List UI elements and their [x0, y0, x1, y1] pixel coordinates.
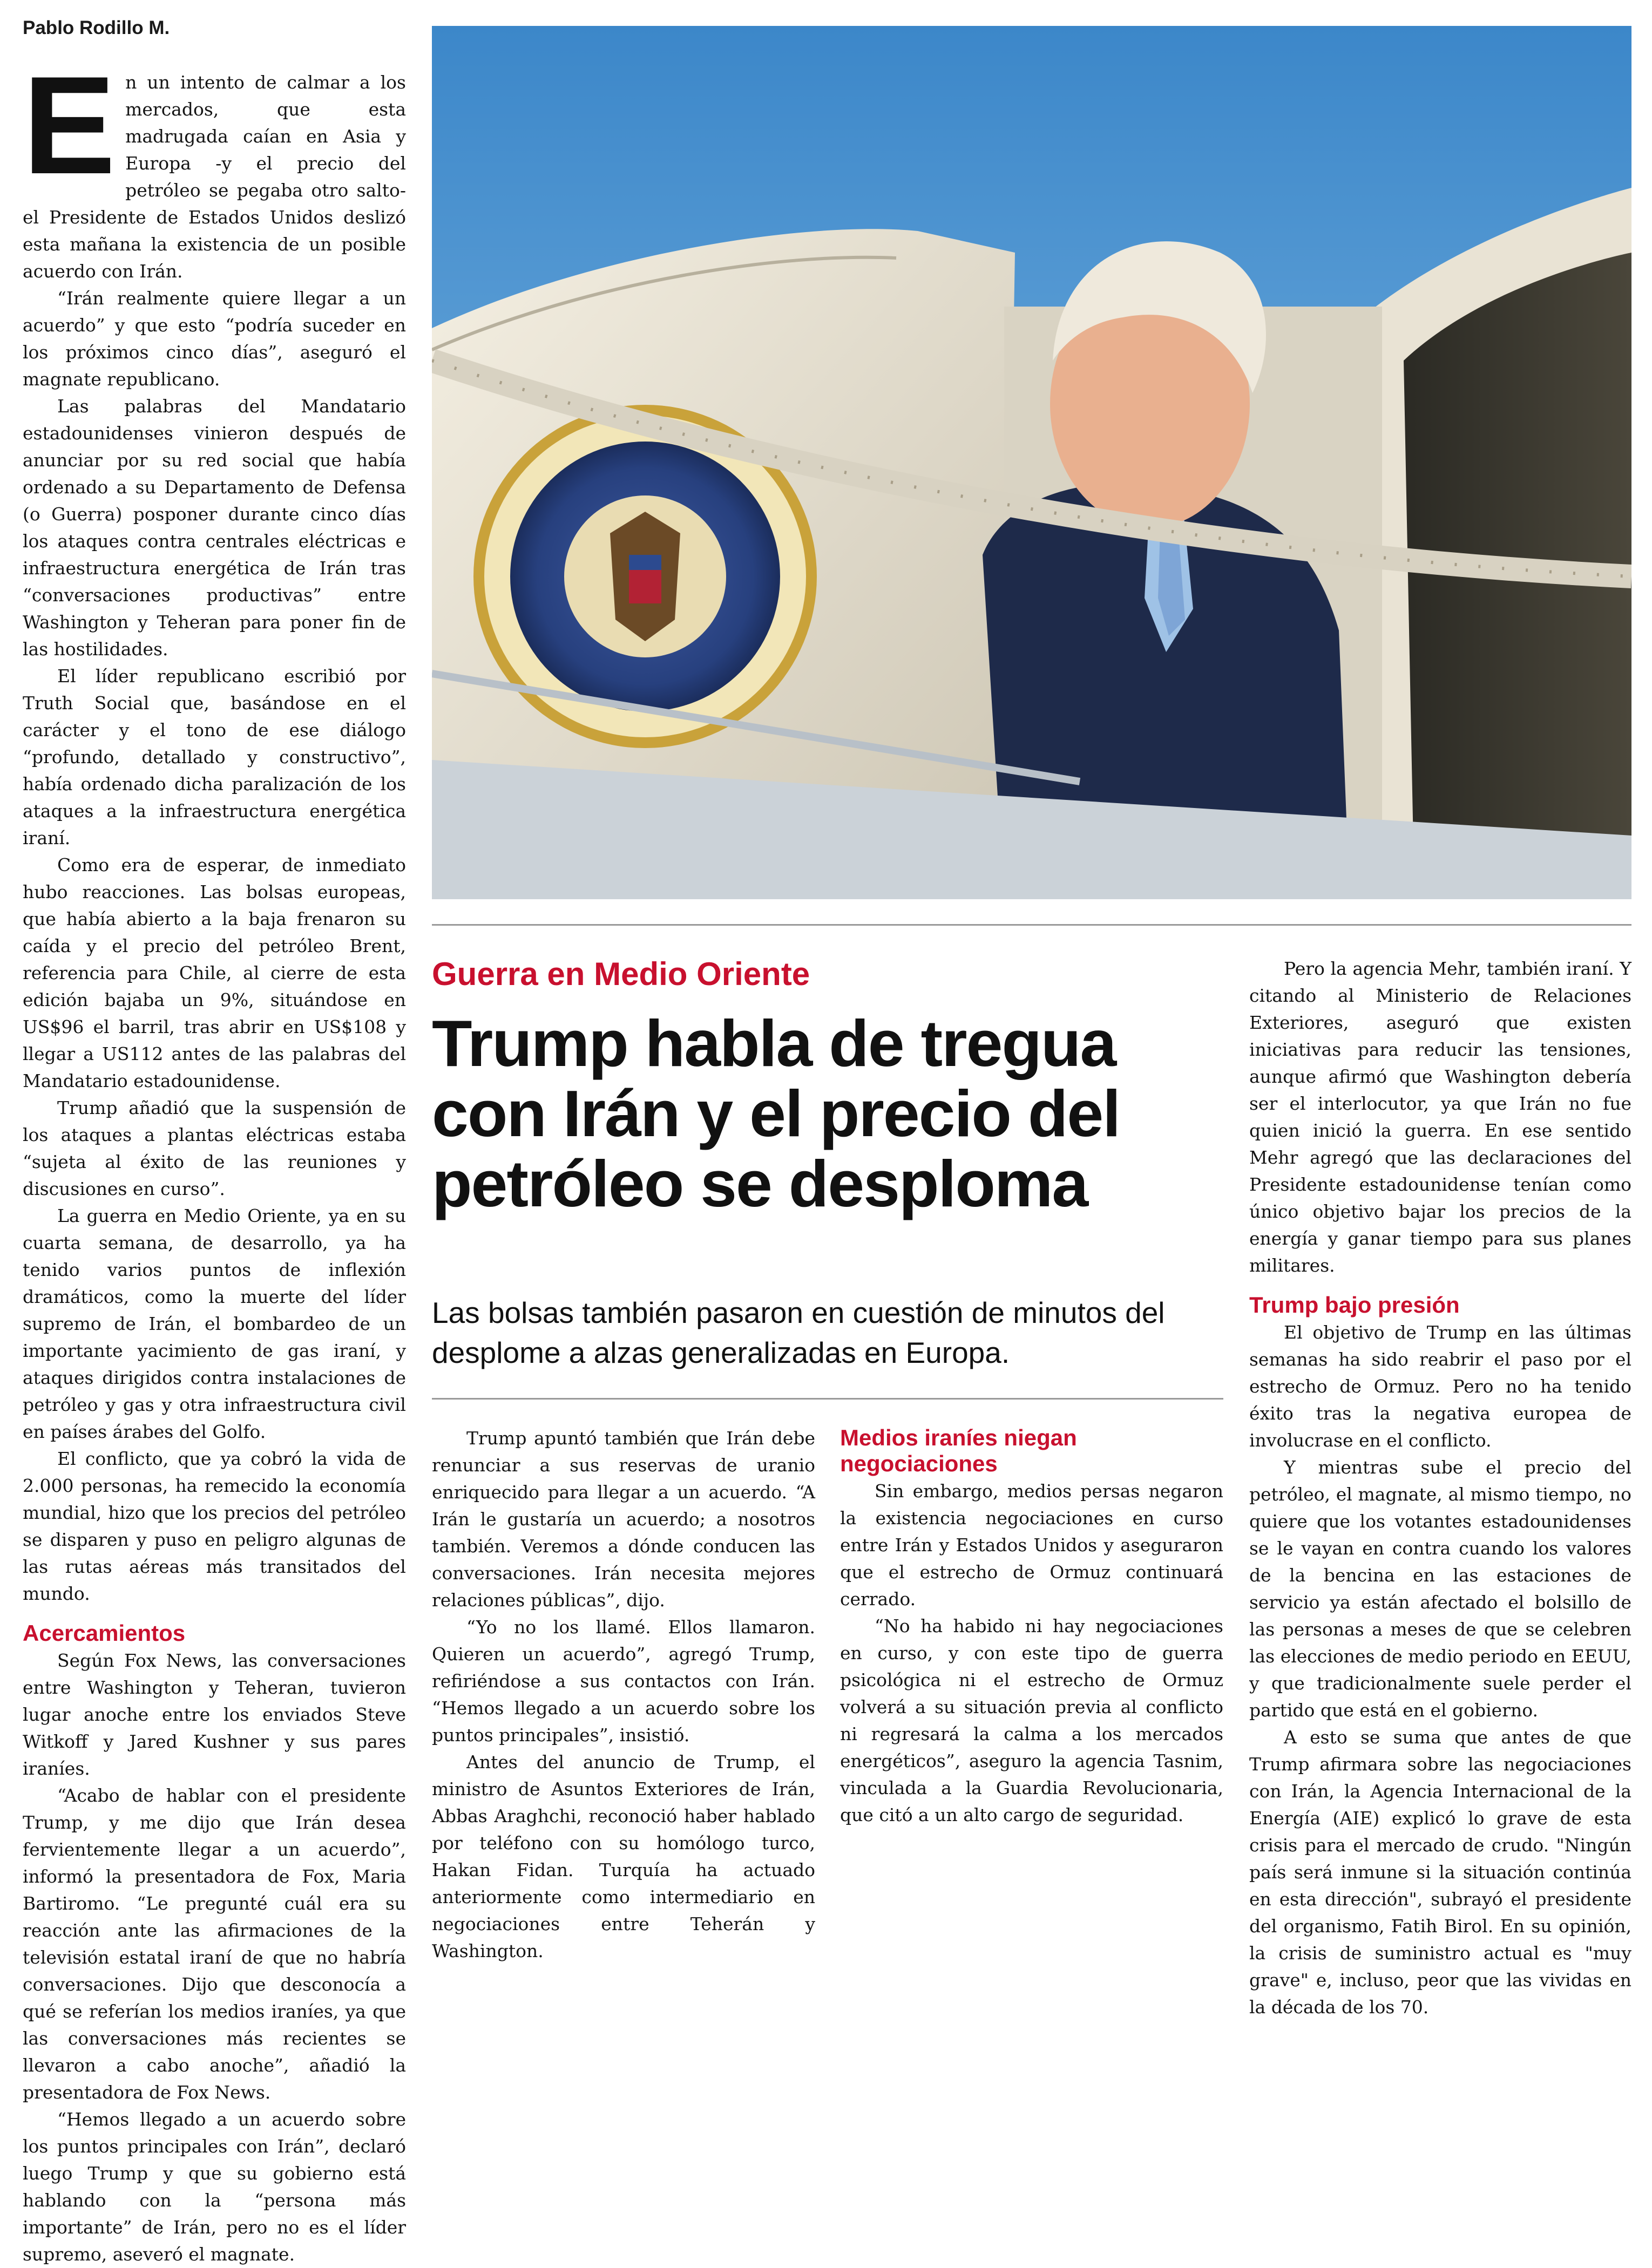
paragraph: El objetivo de Trump en las últimas semanas ha sido reabrir el paso por el estrecho de Ormuz. Pero no ha tenido éxito tras la negativa europea de involucrase en el conflicto.	[1249, 1322, 1631, 1451]
divider-photo	[432, 924, 1631, 926]
paragraph: “Hemos llegado a un acuerdo sobre los puntos principales con Irán”, declaró luego Trump y que su gobierno está hablando con la “persona más importante” de Irán, pero no es el líder supremo, aseveró el magnate.	[23, 2109, 406, 2265]
paragraph: “Irán realmente quiere llegar a un acuerdo” y que esto “podría suceder en los próximos cinco días”, aseguró el magnate republicano.	[23, 288, 406, 390]
paragraph: El líder republicano escribió por Truth Social que, basándose en el carácter y el tono de ese diálogo “profundo, detallado y constructivo”, había ordenado dicha paralización de los ataques a la infraestructura energética iraní.	[23, 666, 406, 848]
subheading-acercamientos: Acercamientos	[23, 1620, 186, 1646]
dek: Las bolsas también pasaron en cuestión de minutos del desplome a alzas generalizadas en Europa.	[432, 1296, 1165, 1369]
paragraph: Sin embargo, medios persas negaron la existencia negociaciones en curso entre Irán y Estados Unidos y aseguraron que el estrecho de Ormuz continuará cerrado.	[840, 1481, 1223, 1610]
subheading-medios-iranies: Medios iraníes niegan negociaciones	[840, 1425, 1077, 1476]
lead-text: n un intento de calmar a los mercados, que esta madrugada caían en Asia y Europa -y el precio del petróleo se pegaba otro salto- el Presidente de Estados Unidos deslizó esta mañana la existencia de un posible acuerdo con Irán.	[23, 72, 406, 282]
column-1	[23, 47, 406, 2268]
drop-cap: E	[23, 47, 116, 203]
column-4	[1249, 955, 1631, 2021]
byline: Pablo Rodillo M.	[23, 17, 170, 38]
photo-illustration	[432, 26, 1631, 899]
paragraph: La guerra en Medio Oriente, ya en su cuarta semana, de desarrollo, ya ha tenido varios puntos de inflexión dramáticos, como la muerte del líder supremo de Irán, el bombardeo de un importante yacimiento de gas iraní, y ataques dirigidos contra instalaciones de petróleo y gas y otra infraestructura civil en países árabes del Golfo.	[23, 1205, 406, 1442]
paragraph: Según Fox News, las conversaciones entre Washington y Teheran, tuvieron lugar anoche entre los enviados Steve Witkoff y Jared Kushner y sus pares iraníes.	[23, 1650, 406, 1779]
paragraph: Antes del anuncio de Trump, el ministro de Asuntos Exteriores de Irán, Abbas Araghchi, reconoció haber hablado por teléfono con su homólogo turco, Hakan Fidan. Turquía ha actuado anteriormente como intermediario en negociaciones entre Teherán y Washington.	[432, 1751, 815, 1961]
article-photo	[432, 26, 1631, 899]
column-3	[840, 1425, 1223, 1829]
column-2	[432, 1425, 815, 1965]
headline: Trump habla de tregua con Irán y el precio del petróleo se desploma	[432, 1007, 1120, 1220]
divider-dek	[432, 1398, 1223, 1400]
section-kicker: Guerra en Medio Oriente	[432, 956, 810, 992]
paragraph: “Acabo de hablar con el presidente Trump, y me dijo que Irán desea fervientemente llegar a un acuerdo”, informó la presentadora de Fox, Maria Bartiromo. “Le pregunté cuál era su reacción ante las afirmaciones de la televisión estatal iraní de que no habría conversaciones. Dijo que desconocía a qué se referían los medios iraníes, ya que las conversaciones más recientes se llevaron a cabo anoche”, añadió la presentadora de Fox News.	[23, 1785, 406, 2103]
paragraph: El conflicto, que ya cobró la vida de 2.000 personas, ha remecido la economía mundial, hizo que los precios del petróleo se disparen y puso en peligro algunas de las rutas aéreas más transitados del mundo.	[23, 1448, 406, 1604]
paragraph: A esto se suma que antes de que Trump afirmara sobre las negociaciones con Irán, la Agencia Internacional de la Energía (AIE) explicó lo grave de esta crisis para el mercado de crudo. "Ningún país será inmune si la situación continúa en esta dirección", subrayó el presidente del organismo, Fatih Birol. En su opinión, la crisis de suministro actual es "muy grave" e, incluso, peor que las vividas en la década de los 70.	[1249, 1727, 1631, 2018]
paragraph: Las palabras del Mandatario estadounidenses vinieron después de anunciar por su red social que había ordenado a su Departamento de Defensa (o Guerra) posponer durante cinco días los ataques contra centrales eléctricas e infraestructura energética de Irán tras “conversaciones productivas” entre Washington y Teheran para poner fin de las hostilidades.	[23, 396, 406, 660]
paragraph: Trump añadió que la suspensión de los ataques a plantas eléctricas estaba “sujeta al éxito de las reuniones y discusiones en curso”.	[23, 1097, 406, 1199]
lead-paragraph	[23, 47, 406, 285]
subheading-trump-bajo-presion: Trump bajo presión	[1249, 1292, 1460, 1318]
paragraph: “No ha habido ni hay negociaciones en curso, y con este tipo de guerra psicológica ni el estrecho de Ormuz volverá a su situación previa al conflicto ni regresará la calma a los mercados energéticos”, aseguro la agencia Tasnim, vinculada a la Guardia Revolucionaria, que citó a un alto cargo de seguridad.	[840, 1615, 1223, 1825]
paragraph: Trump apuntó también que Irán debe renunciar a sus reservas de uranio enriquecido para llegar a un acuerdo. “A Irán le gustaría un acuerdo; a nosotros también. Veremos a dónde conducen las conversaciones. Irán necesita mejores relaciones públicas”, dijo.	[432, 1428, 815, 1611]
paragraph: Como era de esperar, de inmediato hubo reacciones. Las bolsas europeas, que había abierto a la baja frenaron su caída y el precio del petróleo Brent, referencia para Chile, al cierre de esta edición bajaba un 9%, situándose en US$96 el barril, tras abrir en US$108 y llegar a US112 antes de las palabras del Mandatario estadounidense.	[23, 854, 406, 1091]
paragraph: “Yo no los llamé. Ellos llamaron. Quieren un acuerdo”, agregó Trump, refiriéndose a sus contactos con Irán. “Hemos llegado a un acuerdo sobre los puntos principales”, insistió.	[432, 1617, 815, 1746]
paragraph: Y mientras sube el precio del petróleo, el magnate, al mismo tiempo, no quiere que los votantes estadounidenses se le vayan en contra cuando los valores de la bencina en las estaciones de servicio ya están afectado el bolsillo de las personas a meses de que se celebren las elecciones de medio periodo en EEUU, y que tradicionalmente suele perder el partido que está en el gobierno.	[1249, 1457, 1631, 1721]
paragraph: Pero la agencia Mehr, también iraní. Y citando al Ministerio de Relaciones Exteriores, aseguró que existen iniciativas para reducir las tensiones, aunque afirmó que Washington debería ser el interlocutor, ya que Irán no fue quien inició la guerra. En ese sentido Mehr agregó que las declaraciones del Presidente estadounidense tenían como único objetivo bajar los precios de la energía y ganar tiempo para sus planes militares.	[1249, 958, 1631, 1276]
